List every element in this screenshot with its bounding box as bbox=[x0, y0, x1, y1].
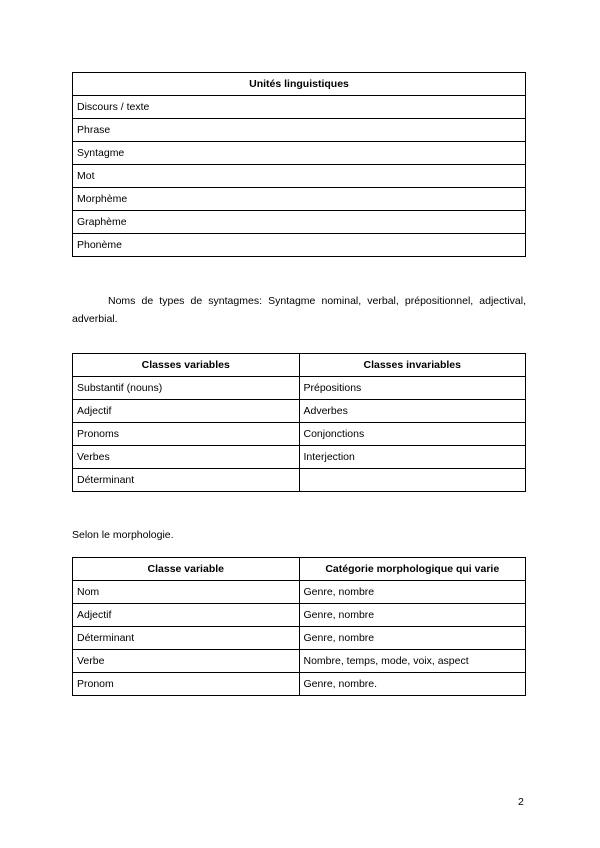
unit-cell: Discours / texte bbox=[73, 96, 526, 119]
table-row bbox=[73, 446, 526, 469]
page-number: 2 bbox=[518, 796, 524, 808]
units-table-header: Unités linguistiques bbox=[73, 73, 526, 96]
invariable-class-cell bbox=[299, 469, 526, 492]
variable-class-header: Classe variable bbox=[73, 558, 300, 581]
variable-class-cell: Substantif (nouns) bbox=[73, 377, 300, 400]
category-cell: Genre, nombre. bbox=[299, 673, 526, 696]
invariable-classes-header: Classes invariables bbox=[299, 354, 526, 377]
variable-class-cell: Verbes bbox=[73, 446, 300, 469]
invariable-class-cell: Conjonctions bbox=[299, 423, 526, 446]
variable-class-cell: Déterminant bbox=[73, 469, 300, 492]
unit-cell: Graphème bbox=[73, 211, 526, 234]
unit-cell: Syntagme bbox=[73, 142, 526, 165]
variable-class-cell: Adjectif bbox=[73, 400, 300, 423]
category-cell: Nombre, temps, mode, voix, aspect bbox=[299, 650, 526, 673]
class-cell: Adjectif bbox=[73, 604, 300, 627]
table-row bbox=[73, 142, 526, 165]
table-row bbox=[73, 469, 526, 492]
morphology-intro: Selon le morphologie. bbox=[72, 529, 174, 541]
table-row bbox=[73, 650, 526, 673]
table-row bbox=[73, 604, 526, 627]
category-cell: Genre, nombre bbox=[299, 627, 526, 650]
table-row bbox=[73, 211, 526, 234]
unit-cell: Phrase bbox=[73, 119, 526, 142]
table-row bbox=[73, 377, 526, 400]
syntagm-types-paragraph: Noms de types de syntagmes: Syntagme nominal, verbal, prépositionnel, adjectival, adverbial. bbox=[72, 295, 526, 325]
class-cell: Verbe bbox=[73, 650, 300, 673]
morphology-table bbox=[72, 557, 526, 696]
table-row bbox=[73, 188, 526, 211]
category-cell: Genre, nombre bbox=[299, 604, 526, 627]
class-cell: Pronom bbox=[73, 673, 300, 696]
variable-classes-header: Classes variables bbox=[73, 354, 300, 377]
table-row bbox=[73, 165, 526, 188]
variable-class-cell: Pronoms bbox=[73, 423, 300, 446]
table-row bbox=[73, 119, 526, 142]
table-row bbox=[73, 673, 526, 696]
morph-category-header: Catégorie morphologique qui varie bbox=[299, 558, 526, 581]
category-cell: Genre, nombre bbox=[299, 581, 526, 604]
unit-cell: Morphème bbox=[73, 188, 526, 211]
class-cell: Nom bbox=[73, 581, 300, 604]
unit-cell: Phonème bbox=[73, 234, 526, 257]
word-classes-table bbox=[72, 353, 526, 492]
unit-cell: Mot bbox=[73, 165, 526, 188]
table-row bbox=[73, 234, 526, 257]
invariable-class-cell: Prépositions bbox=[299, 377, 526, 400]
table-row bbox=[73, 581, 526, 604]
invariable-class-cell: Interjection bbox=[299, 446, 526, 469]
table-row bbox=[73, 627, 526, 650]
table-row bbox=[73, 400, 526, 423]
invariable-class-cell: Adverbes bbox=[299, 400, 526, 423]
table-row bbox=[73, 423, 526, 446]
table-row bbox=[73, 96, 526, 119]
class-cell: Déterminant bbox=[73, 627, 300, 650]
linguistic-units-table bbox=[72, 72, 526, 257]
